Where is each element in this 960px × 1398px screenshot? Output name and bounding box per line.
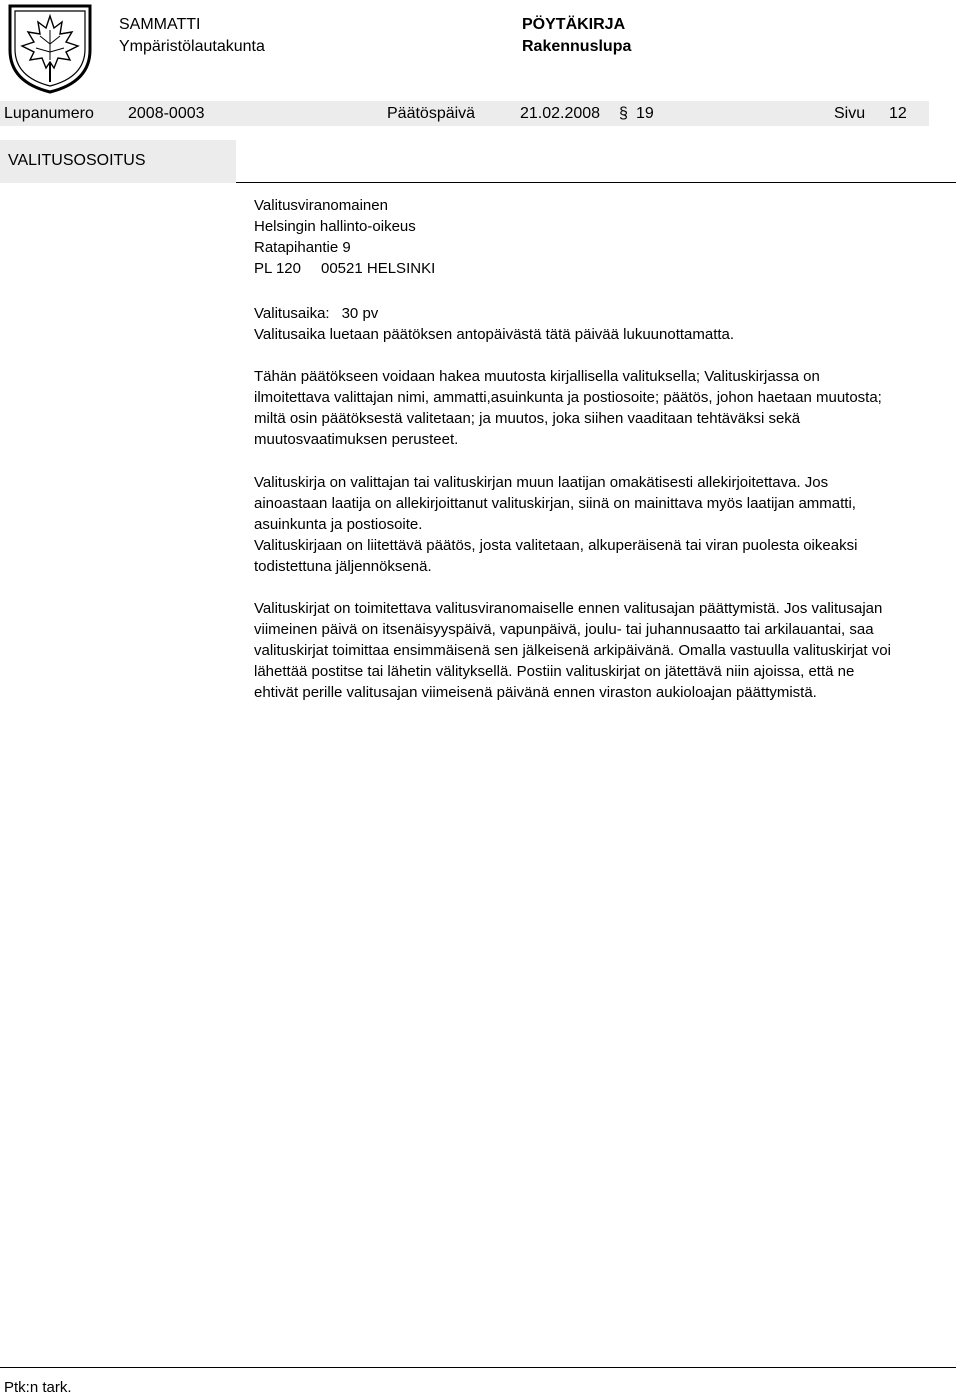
decision-date-label: Päätöspäivä [387, 105, 476, 122]
section-title: VALITUSOSOITUS [8, 152, 146, 169]
section-divider [236, 182, 956, 183]
permit-number-label: Lupanumero [4, 105, 94, 122]
municipal-coat-of-arms-logo [4, 2, 96, 94]
appeal-time-note: Valitusaika luetaan päätöksen antopäivästä tätä päivää lukuunottamatta. [254, 326, 735, 343]
authority-street: Ratapihantie 9 [254, 239, 351, 256]
section-number: 19 [636, 105, 654, 122]
decision-date-value: 21.02.2008 [520, 105, 601, 122]
paragraph-appeal-content: Tähän päätökseen voidaan hakea muutosta kirjallisella valituksella; Valituskirjassa on ilmoitettava valittajan nimi, ammatti,asuinkunta ja postiosoite; päätös, johon haetaan muutosta; miltä osin päätöksestä valitetaan; ja muutos, joka siihen vaaditaan tehtäväksi sekä muutosvaatimuksen perusteet. [254, 368, 882, 448]
minutes-checker-label: Ptk:n tark. [4, 1379, 72, 1396]
authority-postal-code: 00521 HELSINKI [321, 260, 436, 277]
authority-postal-line [254, 258, 914, 279]
permit-number-value: 2008-0003 [128, 105, 205, 122]
authority-name: Helsingin hallinto-oikeus [254, 218, 416, 235]
committee-name: Ympäristölautakunta [119, 38, 265, 55]
page-number: 12 [889, 105, 907, 122]
appeal-time-value: 30 pv [341, 305, 379, 322]
footer-divider [0, 1367, 956, 1368]
appeal-time-line [254, 303, 914, 324]
paragraph-submission: Valituskirjat on toimitettava valitusviranomaiselle ennen valitusajan päättymistä. Jos valitusajan viimeinen päivä on itsenäisyyspäivä, vapunpäivä, joulu- tai juhannusaatto tai arkilauantai, saa valituskirjat toimittaa ensimmäisenä sen jälkeisenä arkipäivänä. Omalla vastuulla valituskirjat voi lähettää postitse tai lähetin välityksellä. Postiin valituskirjat on jätettävä niin ajoissa, että ne ehtivät perille valitusajan viimeisenä päivänä ennen viraston aukioloajan päättymistä. [254, 600, 891, 701]
appeal-authority-block [254, 195, 914, 279]
municipality-name: SAMMATTI [119, 16, 201, 33]
page-label: Sivu [834, 105, 866, 122]
authority-heading: Valitusviranomainen [254, 197, 388, 214]
paragraph-signature: Valituskirja on valittajan tai valituskirjan muun laatijan omakätisesti allekirjoitettava. Jos ainoastaan laatija on allekirjoittanut valituskirjan, siinä on mainittava myös laatijan ammatti, asuinkunta ja postiosoite. [254, 474, 856, 533]
section-symbol: § [619, 105, 628, 122]
appeal-time-block [254, 303, 914, 345]
appeal-time-label: Valitusaika: [254, 305, 330, 322]
authority-po-box: PL 120 [254, 260, 301, 277]
document-subject: Rakennuslupa [522, 38, 632, 55]
paragraph-attachment: Valituskirjaan on liitettävä päätös, josta valitetaan, alkuperäisenä tai viran puolesta oikeaksi todistettuna jäljennöksenä. [254, 537, 858, 575]
document-type: PÖYTÄKIRJA [522, 16, 626, 33]
